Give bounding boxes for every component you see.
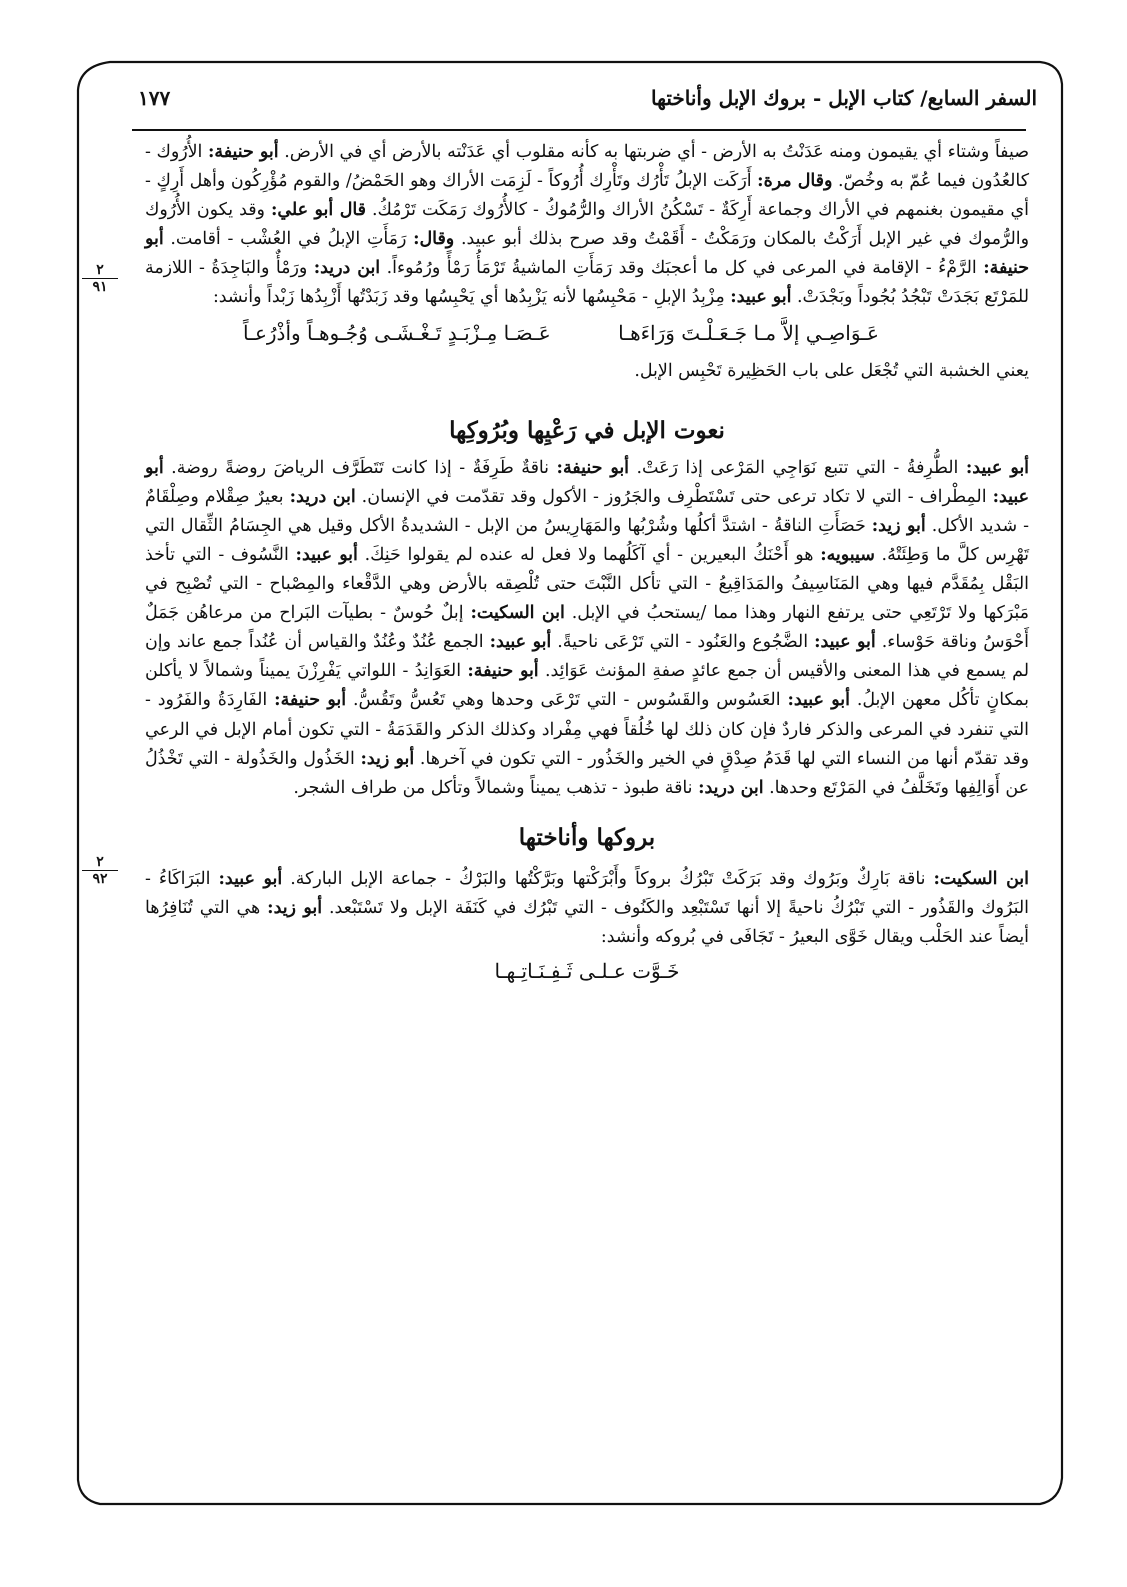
body-paragraph: ابن السكيت: ناقة بَارِكٌ وبَرُوك وقد بَرَكَتْ تَبْرُكُ بروكاً وأَبْرَكْتها وبَرَّكْتُها والبَرْكُ - جماعة الإبل الباركة. أبو عبيد: البَرَاكَاءُ - البَرُوك والقَذُور - التي تَبْرُكُ ناحيةً إلا أنها تَسْتَبْعِد والكَنُوف - التي تَبْرُك في كَنَفَة الإبل ولا تَسْتَبْعد. أبو زيد: هي التي تُنَافِرُها أيضاً عند الحَلْب ويقال خَوَّى البعيرُ - تَجَافَى في بُروكه وأنشد: [145,868,1029,947]
speaker-label: أبو عبيد: [218,868,283,889]
running-header-title: السفر السابع/ كتاب الإبل - بروك الإبل وأناختها [651,86,1037,110]
speaker-label: ابن دريد: [698,777,764,798]
verse-first-hemistich: عَـوَاصِـي إلاَّ مـا جَـعَـلْـتَ وَرَاءَهـا [618,320,879,345]
speaker-label: أبو زيد: [871,515,926,536]
speaker-label: سيبويه: [820,544,875,565]
margin-note [82,262,118,295]
margin-note-top: ٢ [82,854,118,871]
speaker-label: وقال مرة: [757,171,833,192]
page-number: ١٧٧ [138,86,171,110]
speaker-label: أبو حنيفة: [467,661,539,682]
speaker-label: أبو عبيد: [145,457,1030,507]
speaker-label: ابن السكيت: [470,603,565,624]
speaker-label: أبو زيد: [267,897,323,918]
speaker-label: أبو حنيفة: [274,690,347,711]
speaker-label: ابن السكيت: [933,868,1029,889]
body-paragraph: صيفاً وشتاء أي يقيمون ومنه عَدَنْتُ به الأرض - أي ضربتها به كأنه مقلوب أي عَدَنْته بالأرض أي في الأرض. أبو حنيفة: الأُرُوك - كالعُدُون فيما عُمّ به وخُصّ. وقال مرة: أَرَكَت الإبلُ تَأْرُك وتَأْرِك أُرُوكاً - لَزِمَت الأراك وهو الحَمْضُ/ والقوم مُؤْرِكُون وأهل أَرِكٍ - أي مقيمون بغنمهم في الأراك وجماعة أَرِكَةٌ - تَسْكُنُ الأراك والرُّمُوكُ - كالأُرُوك رَمَكَت تَرْمُكُ. قال أبو علي: وقد يكون الأُرُوك والرُّموك في غير الإبل أَرَكْتُ بالمكان ورَمَكْتُ - أَقَمْتُ وقد صرح بذلك أبو عبيد. وقال: رَمَأَتِ الإبلُ في العُشْب - أقامت. أبو حنيفة: الرَّمْءُ - الإقامة في المرعى في كل ما أعجبَك وقد رَمَأَتِ الماشيةُ تَرْمَأُ رَمْأً ورُمُوءاً. ابن دريد: ورَمْأٌ والبَاجِدَةُ - اللازمة للمَرْتَع بَجَدَتْ تَبْجُدُ بُجُوداً وبَجْدَتْ. أبو عبيد: مِزْبِدُ الإبلِ - مَحْبِسُها لأنه يَزْبِدُها أي يَحْبِسُها وقد زَبَدْتُها أَزْبِدُها زَبْداً وأنشد: [145,142,1030,308]
verse [243,315,879,351]
verse-line: خَـوَّت عـلـى ثَـفِـنَـاتِـهـا [494,959,680,984]
speaker-label: أبو عبيد: [787,690,850,711]
margin-note-bottom: ٩١ [92,279,108,295]
page-body [145,138,1029,988]
speaker-label: أبو عبيد: [965,457,1030,478]
speaker-label: قال أبو علي: [270,200,366,221]
verse-second-hemistich: عَـصَـا مِـزْبَـدٍ تَـغْـشَـى وُجُـوهـاً وأذْرُعـاً [243,320,551,345]
body-paragraph: أبو عبيد: الطُّرِفةُ - التي تتبع نَوَاجِي المَرْعى إذا رَعَتْ. أبو حنيفة: ناقةٌ طَرِفَةٌ - إذا كانت تَتَطَرَّف الرياضَ روضةً روضة. أبو عبيد: المِطْراف - التي لا تكاد ترعى حتى تَسْتَطْرِف والجَرُوز - الأكول وقد تقدّمت في الإنسان. ابن دريد: بعيرٌ صِقْلام وصِلْقَامٌ - شديد الأكل. أبو زيد: حَصَأَتِ الناقةُ - اشتدَّ أكلُها وشُرْبُها والمَهَارِيسُ من الإبل - الشديدةُ الأكل وقيل هي الجِسَامُ الثِّقال التي تَهْرِس كلَّ ما وَطِئَتْهُ. سيبويه: هو أَحْنَكُ البعيرين - أي آكَلُهما ولا فعل له عنده لم يقولوا حَنِكَ. أبو عبيد: النَّسُوف - التي تأخذ البَقْل بِمُقَدَّم فيها وهي المَنَاسِيفُ والمَدَاقِيعُ - التي تأكل النَّبْتَ حتى تُلْصِقه بالأرض وهي الدَّقْعاء والمِصْباح - التي تُصْبِح في مَبْرَكها ولا تَرْتَعِي حتى يرتفع النهار وهذا مما /يستحبُ في الإبل. ابن السكيت: إبلٌ حُوسٌ - بطيآت البَراح من مرعاهُن جَمَلٌ أَحْوَسُ وناقة حَوْساء. أبو عبيد: الضَّجُوع والعَنُود - التي تَرْعَى ناحيةً. أبو عبيد: الجمع عُنُدٌ وعُنُدٌ والقياس أن عُنُداً جمع عاند وإن لم يسمع في هذا المعنى والأقيس أن جمع عائدٍ صفةِ المؤنث عَوَائِد. أبو حنيفة: العَوَانِدُ - اللواتي يَفْرِزْنَ يميناً وشمالاً لا يأكلن بمكانٍ تأكُل معهن الإبلُ. أبو عبيد: العَسُوس والقَسُوس - التي تَرْعَى وحدها وهي تَعُسُّ وتَقُسُّ. أبو حنيفة: الفَارِدَةُ والفَرُود - التي تنفرد في المرعى والذكر فاردٌ فإن كان ذلك لها خُلُقاً فهي مِفْراد وكذلك الذكر والقَدَمَةُ - التي تكون أمام الإبل في الرعي وقد تقدّم أنها من النساء التي لها قَدَمُ صِدْقٍ في الخير والخَذُور - التي تكون في آخرها. أبو زيد: الخَذُول والخَذُولة - التي تَخْذُلُ عن أَوَالِفِها وتَخَلَّفُ في المَرْتَع وحدها. ابن دريد: ناقة طبوذ - تذهب يميناً وشمالاً وتأكل من طراف الشجر. [145,457,1030,798]
margin-note [82,854,118,887]
section-heading: نعوت الإبل في رَعْيِها وبُرُوكِها [449,416,725,444]
verse-gloss: يعني الخشبة التي تُجْعَل على باب الحَظِيرة تَحْبِس الإبل. [634,360,1029,381]
margin-note-top: ٢ [82,262,118,279]
speaker-label: أبو عبيد: [295,544,358,565]
speaker-label: أبو حنيفة: [556,457,630,478]
speaker-label: وقال: [413,229,455,250]
speaker-label: أبو حنيفة: [145,229,1029,279]
speaker-label: أبو عبيد: [730,287,792,308]
section-heading: بروكها وأناختها [518,823,656,851]
speaker-label: ابن دريد: [313,258,381,279]
margin-note-bottom: ٩٢ [92,871,108,887]
speaker-label: أبو زيد: [360,748,415,769]
speaker-label: ابن دريد: [289,486,356,507]
speaker-label: أبو عبيد: [814,632,876,653]
speaker-label: أبو عبيد: [489,632,552,653]
speaker-label: أبو حنيفة: [208,142,279,162]
